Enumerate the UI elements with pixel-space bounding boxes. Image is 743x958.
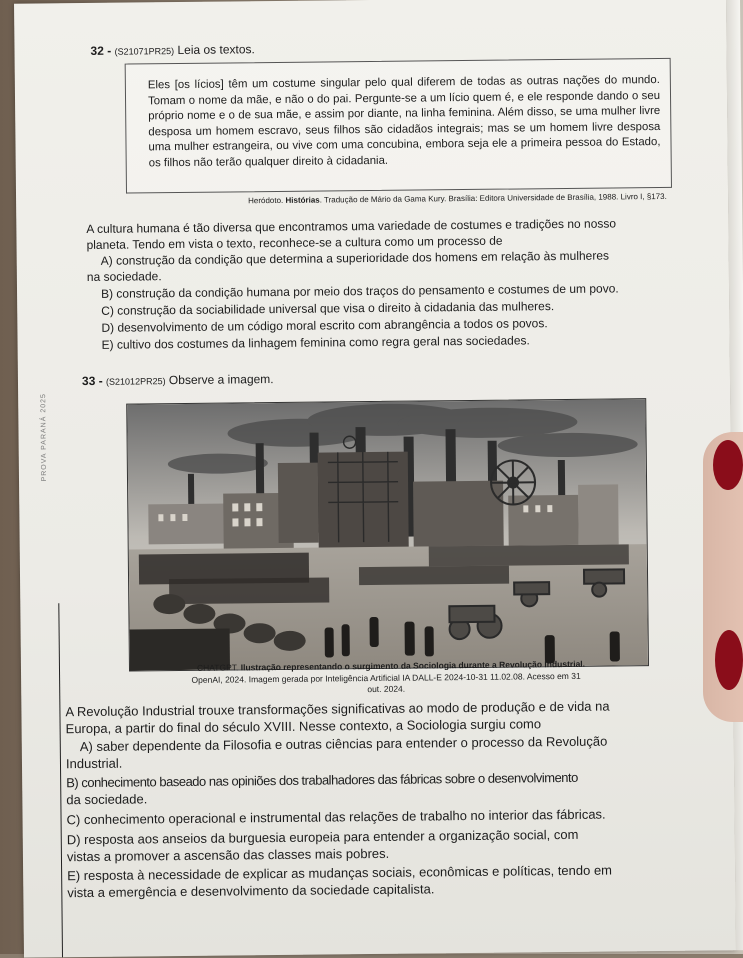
q33-option-e-line2[interactable]: vista a emergência e desenvolvimento da sociedade capitalista. [67, 881, 435, 901]
q32-option-b[interactable]: B) construção da condição humana por meio dos traços do pensamento e costumes de um povo. [100, 281, 619, 301]
q32-option-d[interactable]: D) desenvolvimento de um código moral escrito com abrangência a todos os povos. [101, 316, 548, 335]
q32-option-e[interactable]: E) cultivo dos costumes da linhagem feminina como regra geral nas sociedades. [101, 333, 530, 352]
question-33-header [82, 372, 274, 388]
question-32-number: 32 - [90, 43, 112, 58]
question-32-stem-line2: planeta. Tendo em vista o texto, reconhece-se a cultura como um processo de [86, 233, 503, 252]
illustration-svg [127, 399, 648, 673]
herodotus-excerpt: Eles [os lícios] têm um costume singular pelo qual diferem de todas as outras nações do mundo. Tomam o nome da mãe, e não o do pai. Pergunte-se a um lício quem é, e ele responde dando o seu próprio nome e o de sua mãe, e assim por diante, na linha feminina. Além disso, se uma mulher livre desposa um homem escravo, seus filhos são cidadãos integrais; mas se um homem livre desposa uma mulher estrangeira, ou vive com uma concubina, embora seja ele a primeira pessoa do Estado, os filhos não terão qualquer direito à cidadania. [147, 73, 661, 170]
caption-prefix: CHATGPT. [196, 662, 241, 673]
q32-option-c[interactable]: C) construção da sociabilidade universal que visa o direito à cidadania das mulheres. [101, 299, 555, 318]
q32-option-a-line1[interactable]: A) construção da condição que determina a superioridade dos homens em relação às mulheres [100, 248, 610, 268]
q33-option-b-line2[interactable]: da sociedade. [66, 791, 148, 808]
q33-option-b-line1[interactable]: B) conhecimento baseado nas opiniões dos trabalhadores das fábricas sobre o desenvolvimento [66, 769, 578, 791]
question-32-stem-line1: A cultura humana é tão diversa que encontramos uma variedade de costumes e tradições no nosso [86, 216, 617, 236]
question-33-code: (S21012PR25) [105, 376, 166, 387]
excerpt-citation [248, 192, 667, 205]
q33-option-a-line1[interactable]: A) saber dependente da Filosofia e outras ciências para entender o processo da Revolução [79, 733, 608, 755]
citation-title: Histórias [285, 195, 320, 205]
fingernail-bottom [715, 630, 743, 690]
fingernail-top [713, 440, 743, 490]
caption-title: Ilustração representando o surgimento da Sociologia durante a Revolução Industrial. [240, 658, 586, 673]
q32-option-a-line2[interactable]: na sociedade. [86, 269, 162, 284]
question-33-stem-line2: Europa, a partir do final do século XVIII. Nesse contexto, a Sociologia surgiu como [65, 716, 542, 737]
industrial-revolution-illustration [126, 398, 649, 671]
question-33-number: 33 - [81, 373, 103, 389]
illustration-caption-line2: OpenAI, 2024. Imagem gerada por Inteligência Artificial IA DALL-E 2024-10-31 11.02.08. Acesso em 31 [191, 670, 581, 685]
q33-option-a-line2[interactable]: Industrial. [65, 755, 123, 772]
side-label: PROVA PARANÁ 2025 [40, 393, 49, 482]
question-32-header [90, 42, 254, 58]
q33-option-e-line1[interactable]: E) resposta à necessidade de explicar as mudanças sociais, econômicas e políticas, tendo em [67, 862, 613, 884]
excerpt-box [125, 58, 672, 194]
question-33-stem-line1: A Revolução Industrial trouxe transformações significativas ao modo de produção e de vida na [65, 698, 610, 720]
q33-option-d-line2[interactable]: vistas a promover a ascensão das classes mais pobres. [66, 845, 390, 865]
q33-option-d-line1[interactable]: D) resposta aos anseios da burguesia europeia para entender a organização social, com [66, 826, 579, 848]
question-32-code: (S21071PR25) [114, 46, 175, 57]
q33-option-c[interactable]: C) conhecimento operacional e instrumental das relações de trabalho no interior das fábricas. [66, 806, 606, 828]
illustration-caption-line3: out. 2024. [367, 683, 406, 695]
citation-details: . Tradução de Mário da Gama Kury. Brasília: Editora Universidade de Brasília, 1988. Livro I, §173. [319, 191, 667, 205]
citation-author: Heródoto. [248, 195, 284, 206]
exam-page [14, 0, 736, 958]
gear-wheel [491, 460, 535, 504]
question-33-prompt: Observe a imagem. [168, 372, 274, 388]
page-edge-line [58, 603, 63, 957]
question-32-prompt: Leia os textos. [177, 42, 255, 58]
